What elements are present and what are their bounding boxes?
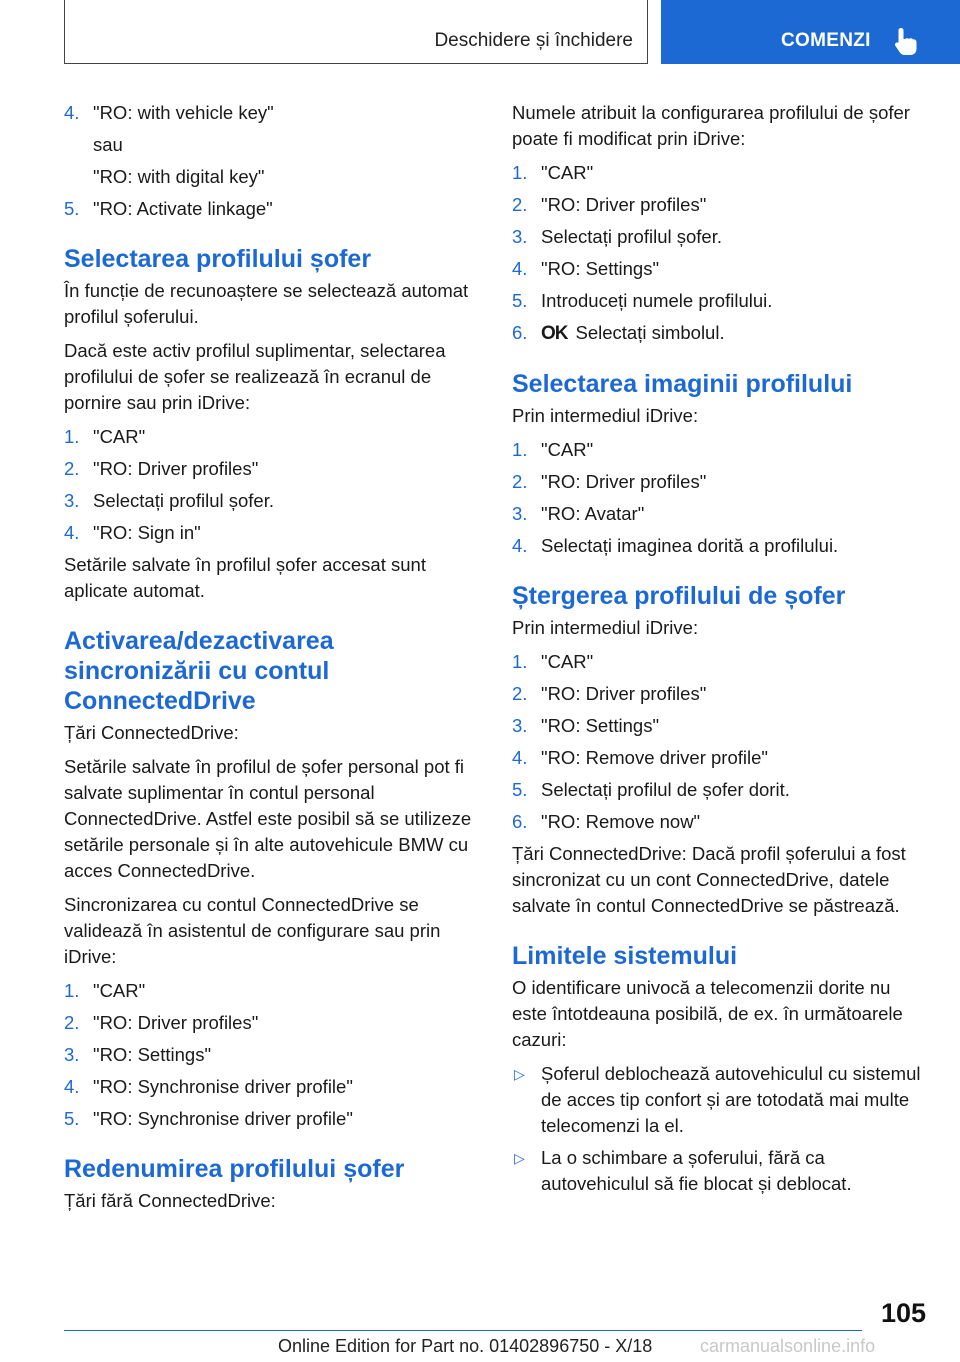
- list-text: Selectați profilul șofer.: [93, 490, 274, 511]
- list-number: 1.: [64, 426, 80, 447]
- list-number: 1.: [512, 162, 528, 183]
- list-item: [512, 533, 928, 559]
- bullet-text: Șoferul deblochează autovehiculul cu sistemul de acces tip confort și are totodată mai multe telecomenzi la el.: [541, 1063, 921, 1136]
- section-heading: Redenumirea profilului șofer: [64, 1155, 405, 1183]
- list-item: [512, 469, 928, 495]
- list-number: 5.: [512, 779, 528, 800]
- list-number: 3.: [512, 715, 528, 736]
- list-text: "CAR": [93, 980, 146, 1001]
- list-text: "RO: Driver profiles": [93, 458, 259, 479]
- triangle-bullet-icon: ▷: [514, 1150, 525, 1166]
- list-number: 4.: [512, 535, 528, 556]
- list-item: [512, 809, 928, 835]
- list-number: 2.: [512, 194, 528, 215]
- bullet-item: [512, 1061, 928, 1139]
- list-item: [512, 288, 928, 314]
- list-text: "RO: Remove driver profile": [541, 747, 768, 768]
- list-number: 1.: [512, 439, 528, 460]
- left-column: [64, 100, 480, 1222]
- right-column: [512, 100, 928, 1203]
- paragraph: Prin intermediul iDrive:: [512, 617, 699, 638]
- list-text: "RO: Synchronise driver profile": [93, 1108, 353, 1129]
- paragraph: În funcție de recunoaștere se selectează automat profilul șoferului.: [64, 280, 469, 327]
- list-number: 6.: [512, 811, 528, 832]
- list-text: "RO: Settings": [541, 715, 660, 736]
- paragraph: Țări fără ConnectedDrive:: [64, 1190, 276, 1211]
- list-item: [512, 224, 928, 250]
- list-number: 3.: [512, 226, 528, 247]
- list-text: "CAR": [93, 426, 146, 447]
- list-number: 1.: [64, 980, 80, 1001]
- list-item: [64, 978, 480, 1004]
- hand-pointer-icon: [893, 26, 919, 56]
- ok-symbol-icon: OK: [541, 323, 568, 344]
- list-item: [512, 256, 928, 282]
- header-section-title: Deschidere și închidere: [434, 30, 633, 51]
- list-item: [512, 649, 928, 675]
- paragraph: Dacă este activ profilul suplimentar, selectarea profilului de șofer se realizează în ecranul de pornire sau prin iDrive:: [64, 340, 446, 413]
- list-text: "RO: Driver profiles": [541, 471, 707, 492]
- list-text: "CAR": [541, 162, 594, 183]
- list-number: 2.: [512, 471, 528, 492]
- section-heading: Selectarea imaginii profilului: [512, 370, 853, 398]
- list-item: [512, 160, 928, 186]
- paragraph: Numele atribuit la configurarea profilului de șofer poate fi modificat prin iDrive:: [512, 102, 910, 149]
- list-item: [64, 1042, 480, 1068]
- list-item: [64, 424, 480, 450]
- list-number: 4.: [64, 522, 80, 543]
- triangle-bullet-icon: ▷: [514, 1066, 525, 1082]
- list-number: 5.: [64, 198, 80, 219]
- footer-edition: Online Edition for Part no. 01402896750 - X/18: [278, 1336, 653, 1356]
- list-number: 4.: [512, 258, 528, 279]
- list-text: "RO: Avatar": [541, 503, 645, 524]
- footer-watermark: carmanualsonline.info: [700, 1336, 876, 1356]
- list-item: [512, 713, 928, 739]
- list-text: "RO: Driver profiles": [541, 194, 707, 215]
- list-number: 1.: [512, 651, 528, 672]
- list-item: [64, 100, 480, 126]
- list-item: [512, 681, 928, 707]
- list-item: [512, 501, 928, 527]
- list-number: 3.: [512, 503, 528, 524]
- list-text: "RO: Sign in": [93, 522, 201, 543]
- list-item: [64, 1010, 480, 1036]
- list-item: [64, 456, 480, 482]
- section-heading: Activarea/dezactivarea sincronizării cu contul ConnectedDrive: [64, 627, 334, 715]
- list-text: Selectați simbolul.: [575, 322, 725, 343]
- list-item: [64, 1106, 480, 1132]
- list-text: Selectați profilul șofer.: [541, 226, 722, 247]
- bullet-text: La o schimbare a șoferului, fără ca autovehiculul să fie blocat și deblocat.: [541, 1147, 852, 1194]
- paragraph: Sincronizarea cu contul ConnectedDrive se validează în asistentul de configurare sau prin iDrive:: [64, 894, 441, 967]
- list-text: "CAR": [541, 439, 594, 460]
- list-text: "RO: Driver profiles": [93, 1012, 259, 1033]
- list-continuation: "RO: with digital key": [93, 166, 265, 187]
- list-number: 5.: [64, 1108, 80, 1129]
- list-number: 2.: [512, 683, 528, 704]
- page-number: 105: [880, 1298, 926, 1328]
- list-text: "RO: Activate linkage": [93, 198, 273, 219]
- list-text: Selectați profilul de șofer dorit.: [541, 779, 790, 800]
- list-number: 3.: [64, 490, 80, 511]
- list-text: "RO: Settings": [93, 1044, 212, 1065]
- list-item: [512, 437, 928, 463]
- list-item: [64, 520, 480, 546]
- list-number: 2.: [64, 458, 80, 479]
- list-continuation: sau: [93, 134, 123, 155]
- list-number: 3.: [64, 1044, 80, 1065]
- list-number: 4.: [512, 747, 528, 768]
- list-number: 4.: [64, 102, 80, 123]
- list-text: "RO: Synchronise driver profile": [93, 1076, 353, 1097]
- list-item: [512, 192, 928, 218]
- list-text: "RO: with vehicle key": [93, 102, 274, 123]
- paragraph: Prin intermediul iDrive:: [512, 405, 699, 426]
- section-heading: Selectarea profilului șofer: [64, 245, 372, 273]
- header-chapter-tab[interactable]: [661, 0, 960, 64]
- bullet-item: [512, 1145, 928, 1197]
- paragraph: Țări ConnectedDrive:: [64, 722, 239, 743]
- header-section-box: [64, 0, 648, 64]
- section-heading: Ștergerea profilului de șofer: [512, 582, 846, 610]
- paragraph: Setările salvate în profilul de șofer personal pot fi salvate suplimentar în contul personal ConnectedDrive. Astfel este posibil să se utilizeze setările personale și în alte autovehicule BMW cu acces ConnectedDrive.: [64, 756, 472, 881]
- list-number: 2.: [64, 1012, 80, 1033]
- paragraph: O identificare univocă a telecomenzii dorite nu este întotdeauna posibilă, de ex. în următoarele cazuri:: [512, 977, 903, 1050]
- list-item: [64, 196, 480, 222]
- list-number: 4.: [64, 1076, 80, 1097]
- paragraph: Setările salvate în profilul șofer accesat sunt aplicate automat.: [64, 554, 426, 601]
- list-text: "RO: Remove now": [541, 811, 701, 832]
- header-chapter-title: COMENZI: [781, 30, 871, 51]
- footer-divider: [64, 1330, 862, 1331]
- list-text: Introduceți numele profilului.: [541, 290, 773, 311]
- paragraph: Țări ConnectedDrive: Dacă profil șoferului a fost sincronizat cu un cont ConnectedDrive, datele salvate în contul ConnectedDrive se păstrează.: [512, 843, 906, 916]
- list-text: "RO: Driver profiles": [541, 683, 707, 704]
- list-text: Selectați imaginea dorită a profilului.: [541, 535, 839, 556]
- list-number: 6.: [512, 322, 528, 343]
- list-text: "CAR": [541, 651, 594, 672]
- list-number: 5.: [512, 290, 528, 311]
- list-item: [512, 320, 928, 347]
- list-item: [64, 488, 480, 514]
- section-heading: Limitele sistemului: [512, 942, 738, 970]
- list-item: [64, 1074, 480, 1100]
- list-text: "RO: Settings": [541, 258, 660, 279]
- list-item: [512, 745, 928, 771]
- list-item: [512, 777, 928, 803]
